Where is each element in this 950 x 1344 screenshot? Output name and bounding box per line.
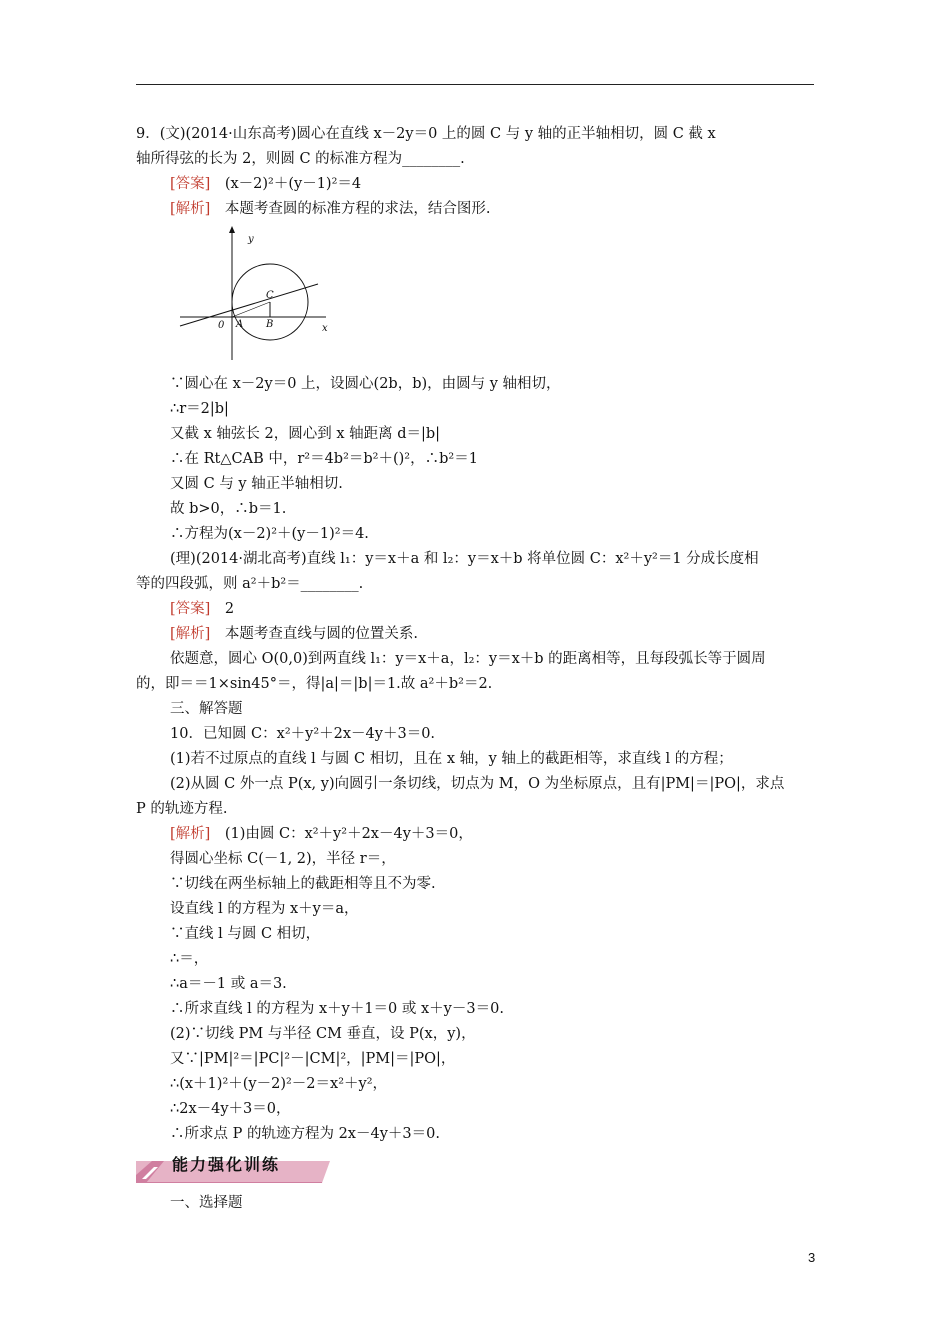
q9b-sol-2: 的，即＝＝1×sin45°＝，得|a|＝|b|＝1.故 a²＋b²＝2. <box>136 676 493 692</box>
q10-sol-5: ∵直线 l 与圆 C 相切， <box>170 926 321 942</box>
q9b-answer: [答案] 2 <box>170 601 235 617</box>
q10-part1: (1)若不过原点的直线 l 与圆 C 相切，且在 x 轴，y 轴上的截距相等，求直线 l 的方程； <box>170 751 733 767</box>
q10-sol-1: [解析] (1)由圆 C：x²＋y²＋2x－4y＋3＝0， <box>170 826 473 842</box>
q10-sol-4: 设直线 l 的方程为 x＋y＝a， <box>170 901 359 917</box>
label-c: C <box>266 290 274 301</box>
q9b-line-1: (理)(2014·湖北高考)直线 l₁：y＝x＋a 和 l₂：y＝x＋b 将单位圆 C：x²＋y²＝1 分成长度相 <box>170 551 759 567</box>
section-heading: 三、解答题 <box>170 701 243 717</box>
bracket-tag: [解析] <box>170 201 211 217</box>
sol-line-4: ∴在 Rt△CAB 中，r²＝4b²＝b²＋()²，∴b²＝1 <box>170 451 478 467</box>
q9-line-1: 9．(文)(2014·山东高考)圆心在直线 x－2y＝0 上的圆 C 与 y 轴的正半轴相切，圆 C 截 x <box>136 126 716 142</box>
circle-figure <box>176 224 346 366</box>
label-a: A <box>236 319 244 330</box>
header-rule <box>136 84 814 85</box>
q10-stem: 10．已知圆 C：x²＋y²＋2x－4y＋3＝0. <box>170 726 436 742</box>
q9b-analysis: [解析] 本题考查直线与圆的位置关系. <box>170 626 418 642</box>
q10-sol-7: ∴a＝－1 或 a＝3. <box>170 976 287 992</box>
q10-sol-9: (2)∵切线 PM 与半径 CM 垂直，设 P(x，y)， <box>170 1026 476 1042</box>
bracket-tag: [解析] <box>170 626 211 642</box>
label-y: y <box>248 234 254 245</box>
bracket-tag: [答案] <box>170 176 211 192</box>
q10-sol-10: 又∵|PM|²＝|PC|²－|CM|²，|PM|＝|PO|， <box>170 1051 456 1067</box>
sol-line-3: 又截 x 轴弦长 2，圆心到 x 轴距离 d＝|b| <box>170 426 441 442</box>
q9b-sol-1: 依题意，圆心 O(0,0)到两直线 l₁：y＝x＋a，l₂：y＝x＋b 的距离相等，且每段弧长等于圆周 <box>170 651 766 667</box>
q10-sol-12: ∴2x－4y＋3＝0， <box>170 1101 291 1117</box>
line-x-2y <box>180 284 318 326</box>
q10-part2-line-1: (2)从圆 C 外一点 P(x, y)向圆引一条切线，切点为 M，O 为坐标原点，且有|PM|＝|PO|，求点 <box>170 776 785 792</box>
y-axis-arrow <box>229 226 235 233</box>
q9-analysis: [解析] 本题考查圆的标准方程的求法，结合图形. <box>170 201 491 217</box>
label-b: B <box>266 319 274 330</box>
q10-sol-8: ∴所求直线 l 的方程为 x＋y＋1＝0 或 x＋y－3＝0. <box>170 1001 504 1017</box>
q10-sol-3: ∵切线在两坐标轴上的截距相等且不为零. <box>170 876 436 892</box>
sol-line-5: 又圆 C 与 y 轴正半轴相切. <box>170 476 343 492</box>
page-number: 3 <box>808 1250 816 1265</box>
sol-line-2: ∴r＝2|b| <box>170 401 229 417</box>
banner-title: 能力强化训练 <box>172 1155 281 1174</box>
bracket-tag: [答案] <box>170 601 211 617</box>
q10-sol-6: ∴＝， <box>170 951 209 967</box>
sol-line-1: ∵圆心在 x－2y＝0 上，设圆心(2b，b)，由圆与 y 轴相切， <box>170 376 561 392</box>
sol-line-7: ∴方程为(x－2)²＋(y－1)²＝4. <box>170 526 369 542</box>
sol-line-6: 故 b>0，∴b＝1. <box>170 501 287 517</box>
q10-part2-line-2: P 的轨迹方程. <box>136 801 228 817</box>
q10-sol-2: 得圆心坐标 C(－1, 2)，半径 r＝， <box>170 851 396 867</box>
q10-sol-11: ∴(x＋1)²＋(y－2)²－2＝x²＋y²， <box>170 1076 388 1092</box>
label-x: x <box>322 323 328 334</box>
bracket-tag: [解析] <box>170 826 211 842</box>
label-origin: 0 <box>218 320 225 331</box>
q9-answer: [答案] (x－2)²＋(y－1)²＝4 <box>170 176 362 192</box>
next-section-heading: 一、选择题 <box>170 1195 243 1211</box>
q9b-line-2: 等的四段弧，则 a²＋b²＝________. <box>136 576 364 592</box>
q10-sol-13: ∴所求点 P 的轨迹方程为 2x－4y＋3＝0. <box>170 1126 440 1142</box>
q9-line-2: 轴所得弦的长为 2，则圆 C 的标准方程为________. <box>136 151 465 167</box>
